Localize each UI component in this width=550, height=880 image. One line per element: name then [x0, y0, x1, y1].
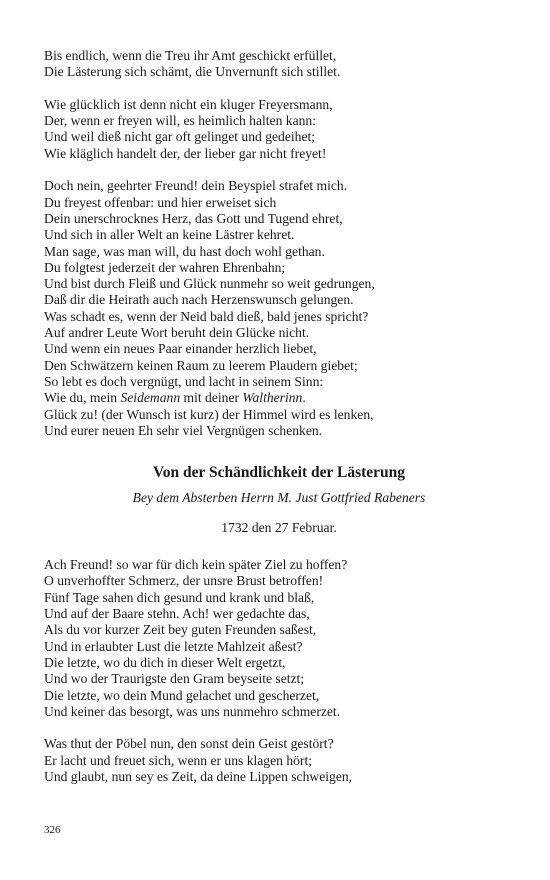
stanza	[44, 178, 514, 439]
stanza	[44, 736, 514, 785]
poem-subtitle: Bey dem Absterben Herrn M. Just Gottfried Rabeners	[132, 490, 426, 506]
stanza	[44, 557, 514, 720]
poem-line: Daß dir die Heirath auch nach Herzenswunsch gelungen.	[44, 292, 354, 308]
poem-line: Wie kläglich handelt der, der lieber gar nicht freyet!	[44, 145, 327, 161]
poem-line: Als du vor kurzer Zeit bey guten Freunden saßest,	[44, 622, 317, 638]
poem-line: Und bist durch Fleiß und Glück nunmehr so weit gedrungen,	[44, 276, 375, 292]
poem-line: Die Lästerung sich schämt, die Unvernunft sich stillet.	[44, 64, 341, 80]
poem-line: Und glaubt, nun sey es Zeit, da deine Lippen schweigen,	[44, 768, 353, 784]
line-text: mit deiner	[180, 390, 243, 406]
poem-line: Du folgtest jederzeit der wahren Ehrenbahn;	[44, 259, 286, 275]
poem-heading	[44, 464, 514, 536]
name-seidemann: Seidemann	[120, 390, 181, 406]
line-text: .	[302, 390, 306, 406]
poem-line: Und wenn ein neues Paar einander herzlich liebet,	[44, 341, 317, 357]
poem-line: Bis endlich, wenn die Treu ihr Amt geschickt erfüllet,	[44, 48, 337, 63]
poem-line: Und auf der Baare stehn. Ach! wer gedachte das,	[44, 606, 310, 622]
name-waltherinn: Waltherinn	[242, 390, 303, 406]
poem-line: Glück zu! (der Wunsch ist kurz) der Himmel wird es lenken,	[44, 406, 374, 422]
poem-line: Und keiner das besorgt, was uns nunmehro schmerzet.	[44, 703, 341, 719]
poem-line-with-names	[44, 390, 514, 406]
poem-line: Und eurer neuen Eh sehr viel Vergnügen schenken.	[44, 422, 323, 438]
poem-line: Fünf Tage sahen dich gesund und krank und blaß,	[44, 589, 315, 605]
poem-line: Die letzte, wo dein Mund gelachet und gescherzet,	[44, 687, 320, 703]
line-text: Wie du, mein	[44, 390, 121, 406]
poem-page	[44, 48, 514, 802]
poem-date: 1732 den 27 Februar.	[221, 520, 337, 536]
poem-line: Man sage, was man will, du hast doch wohl gethan.	[44, 243, 325, 259]
poem-line: Und in erlaubter Lust die letzte Mahlzeit aßest?	[44, 638, 303, 654]
poem-line: Er lacht und freuet sich, wenn er uns klagen hört;	[44, 752, 313, 768]
poem-line: Und wo der Traurigste den Gram beyseite setzt;	[44, 671, 305, 687]
poem-line: Ach Freund! so war für dich kein später Ziel zu hoffen?	[44, 557, 348, 573]
stanza	[44, 48, 514, 81]
poem-body	[44, 557, 514, 785]
poem-line: O unverhoffter Schmerz, der unsre Brust betroffen!	[44, 573, 324, 589]
poem-line: Was thut der Pöbel nun, den sonst dein Geist gestört?	[44, 736, 334, 752]
poem-line: So lebt es doch vergnügt, und lacht in seinem Sinn:	[44, 373, 324, 389]
poem-line: Die letzte, wo du dich in dieser Welt ergetzt,	[44, 654, 286, 670]
poem-line: Wie glücklich ist denn nicht ein kluger Freyersmann,	[44, 96, 333, 112]
poem-line: Dein unerschrocknes Herz, das Gott und Tugend ehret,	[44, 210, 343, 226]
poem-title: Von der Schändlichkeit der Lästerung	[152, 464, 406, 482]
poem-line: Der, wenn er freyen will, es heimlich halten kann:	[44, 113, 316, 129]
poem-line: Doch nein, geehrter Freund! dein Beyspiel strafet mich.	[44, 178, 348, 194]
poem-line: Den Schwätzern keinen Raum zu leerem Plaudern giebet;	[44, 357, 358, 373]
poem-line: Und sich in aller Welt an keine Lästrer kehret.	[44, 227, 295, 243]
poem-line: Was schadt es, wenn der Neid bald dieß, bald jenes spricht?	[44, 308, 369, 324]
page-number: 326	[44, 824, 61, 836]
poem-line: Auf andrer Leute Wort beruht dein Glücke nicht.	[44, 325, 310, 341]
stanza	[44, 97, 514, 162]
poem-line: Du freyest offenbar: und hier erweiset sich	[44, 194, 277, 210]
poem-line: Und weil dieß nicht gar oft gelinget und gedeihet;	[44, 129, 316, 145]
